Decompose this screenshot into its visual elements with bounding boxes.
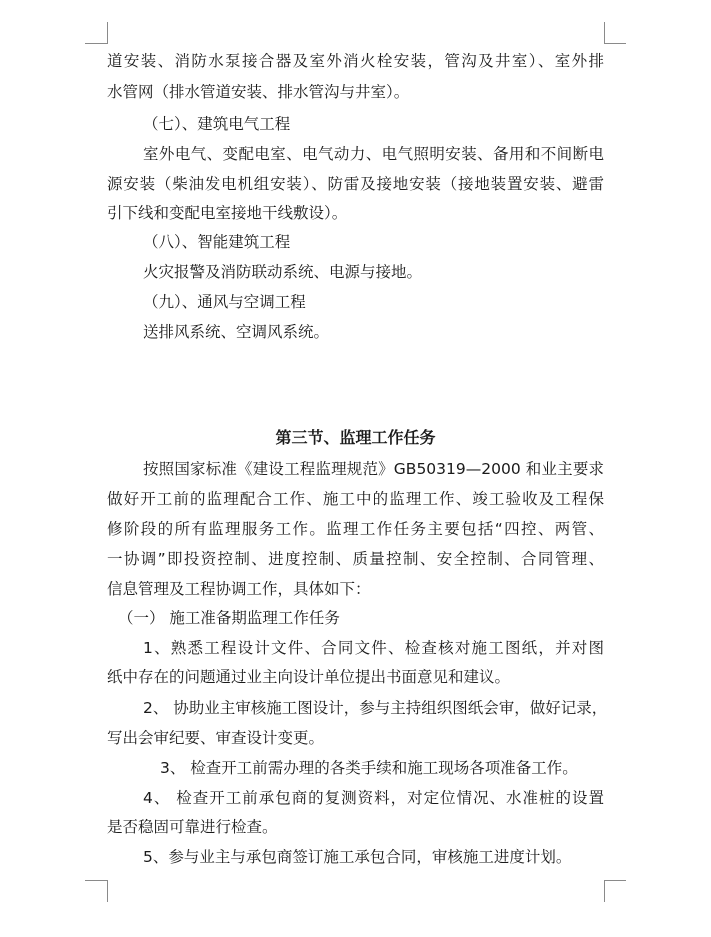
paragraph-line: 送排风系统、空调风系统。 (143, 323, 330, 341)
subsection-heading: （一） 施工准备期监理工作任务 (118, 609, 340, 627)
paragraph-line: 一协调”即投资控制、进度控制、质量控制、安全控制、合同管理、 (107, 550, 604, 568)
paragraph-line: 火灾报警及消防联动系统、电源与接地。 (143, 263, 423, 281)
paragraph-line: 做好开工前的监理配合工作、施工中的监理工作、竣工验收及工程保 (107, 490, 604, 508)
crop-mark-bottom-right-v (604, 880, 605, 902)
paragraph-line: 室外电气、变配电室、电气动力、电气照明安装、备用和不间断电 (143, 145, 604, 163)
crop-mark-bottom-right-h (604, 880, 626, 881)
paragraph-line: 信息管理及工程协调工作，具体如下： (107, 580, 371, 598)
section-heading-7: （七）、建筑电气工程 (143, 115, 291, 133)
section-title: 第三节、监理工作任务 (275, 428, 436, 447)
paragraph-line: 纸中存在的问题通过业主向设计单位提出书面意见和建议。 (107, 668, 511, 686)
crop-mark-top-left-v (107, 22, 108, 44)
paragraph-line: 5、参与业主与承包商签订施工承包合同，审核施工进度计划。 (143, 848, 572, 866)
paragraph-line: 1、熟悉工程设计文件、合同文件、检查核对施工图纸，并对图 (143, 639, 604, 657)
paragraph-line: 道安装、消防水泵接合器及室外消火栓安装，管沟及井室）、室外排 (107, 52, 604, 70)
paragraph-line: 源安装（柴油发电机组安装）、防雷及接地安装（接地装置安装、避雷 (107, 175, 604, 193)
paragraph-line: 4、 检查开工前承包商的复测资料，对定位情况、水准桩的设置 (143, 789, 604, 807)
paragraph-line: 修阶段的所有监理服务工作。监理工作任务主要包括“四控、两管、 (107, 520, 604, 538)
paragraph-line: 是否稳固可靠进行检查。 (107, 818, 278, 836)
section-heading-8: （八）、智能建筑工程 (143, 233, 291, 251)
paragraph-line: 按照国家标准《建设工程监理规范》GB50319—2000 和业主要求 (143, 460, 604, 478)
paragraph-line: 水管网（排水管道安装、排水管沟与井室）。 (107, 83, 410, 101)
paragraph-line: 引下线和变配电室接地干线敷设）。 (107, 204, 348, 222)
crop-mark-top-right-v (604, 22, 605, 44)
crop-mark-bottom-left-h (85, 880, 107, 881)
paragraph-line: 写出会审纪要、审查设计变更。 (107, 729, 325, 747)
crop-mark-top-left-h (85, 43, 107, 44)
paragraph-line: 2、 协助业主审核施工图设计，参与主持组织图纸会审，做好记录， (143, 699, 608, 717)
crop-mark-bottom-left-v (107, 880, 108, 902)
paragraph-line: 3、 检查开工前需办理的各类手续和施工现场各项准备工作。 (160, 759, 578, 777)
crop-mark-top-right-h (604, 43, 626, 44)
section-heading-9: （九）、通风与空调工程 (143, 293, 306, 311)
